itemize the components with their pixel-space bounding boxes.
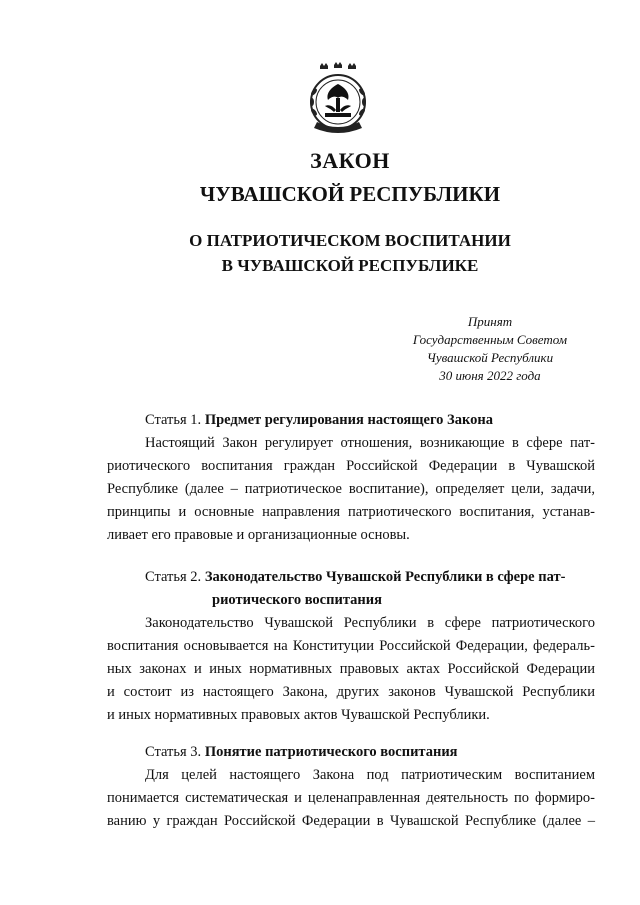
article-3 (107, 741, 595, 833)
adoption-line: Чувашской Республики (426, 350, 554, 365)
article-label: Статья 2. (145, 569, 202, 585)
article-heading (107, 566, 595, 589)
article-heading (107, 409, 595, 432)
law-title: ЗАКОН (310, 148, 390, 173)
law-subtitle-line-2: В ЧУВАШСКОЙ РЕСПУБЛИКЕ (221, 256, 479, 275)
article-title: Законодательство Чувашской Республики в сфере пат- (204, 569, 566, 585)
article-text-line: воспитания основывается на Конституции Российской Федерации, федераль- (107, 638, 595, 654)
article-1 (107, 409, 595, 547)
article-label: Статья 3. (145, 744, 202, 760)
adoption-note (390, 313, 590, 385)
article-text-line: риотического воспитания граждан Российской Федерации в Чувашской (107, 458, 595, 474)
article-heading (107, 741, 595, 764)
adoption-line: Государственным Советом (412, 332, 568, 347)
article-text-line: ливает его правовые и организационные основы. (107, 527, 410, 543)
article-text-line: принципы и основные направления патриотического воспитания, устанав- (107, 504, 595, 520)
article-text-line: Республике (далее – патриотическое воспитание), определяет цели, задачи, (107, 481, 595, 497)
law-subtitle-line-1: О ПАТРИОТИЧЕСКОМ ВОСПИТАНИИ (189, 231, 511, 250)
article-text-line: Для целей настоящего Закона под патриотическим воспитанием (145, 767, 595, 783)
article-title: Предмет регулирования настоящего Закона (204, 412, 493, 428)
article-title: Понятие патриотического воспитания (204, 744, 458, 760)
law-title-republic: ЧУВАШСКОЙ РЕСПУБЛИКИ (199, 182, 501, 206)
article-text-line: понимается систематическая и целенаправленная деятельность по формиро- (107, 790, 595, 806)
coat-of-arms-emblem (303, 62, 373, 134)
article-text-line: ных законах и иных нормативных правовых актах Российской Федерации (107, 661, 595, 677)
article-2 (107, 566, 595, 727)
article-text-line: и иных нормативных правовых актов Чувашской Республики. (107, 707, 490, 723)
adoption-line: Принят (467, 314, 513, 329)
article-text-line: Законодательство Чувашской Республики в сфере патриотического (145, 615, 595, 631)
article-text-line: ванию у граждан Российской Федерации в Чувашской Республике (далее – (107, 813, 595, 829)
article-text-line: Настоящий Закон регулирует отношения, возникающие в сфере пат- (145, 435, 595, 451)
article-title-continued: риотического воспитания (212, 592, 382, 608)
article-text-line: и состоит из настоящего Закона, других законов Чувашской Республики (107, 684, 595, 700)
article-label: Статья 1. (145, 412, 202, 428)
adoption-date: 30 июня 2022 года (439, 368, 541, 383)
